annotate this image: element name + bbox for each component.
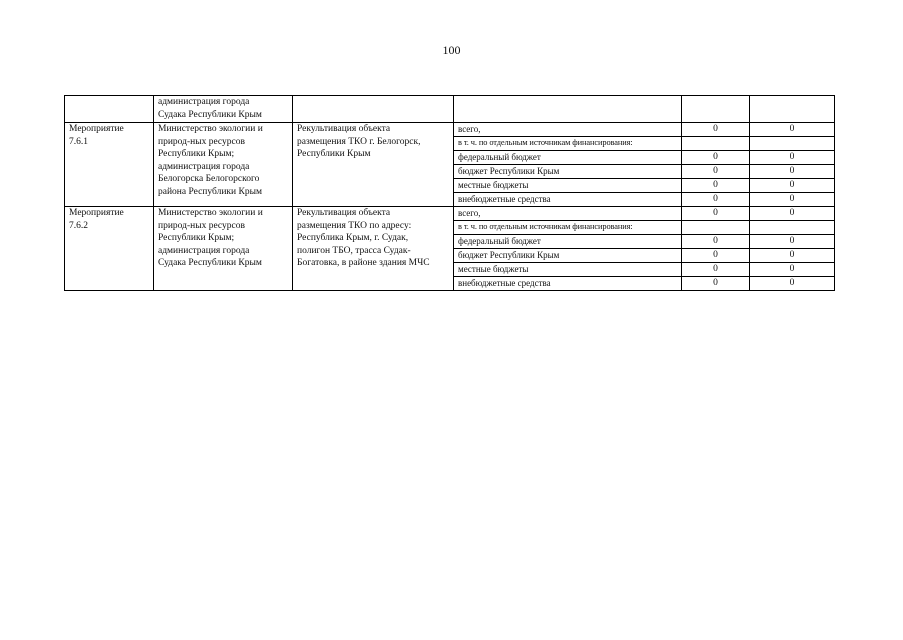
executor-cell: Министерство экологии и природ-ных ресурсов Республики Крым; администрация города Судака Республики Крым (154, 207, 293, 291)
continuation-row (65, 96, 835, 123)
source-label: бюджет Республики Крым (454, 249, 682, 263)
continuation-event-cell (65, 96, 154, 123)
value-cell: 0 (682, 151, 750, 165)
event-cell: Мероприятие 7.6.1 (65, 123, 154, 207)
value-cell: 0 (682, 123, 750, 137)
source-label: в т. ч. по отдельным источникам финансирования: (454, 221, 682, 235)
value-cell: 0 (682, 235, 750, 249)
value-cell: 0 (750, 207, 835, 221)
source-label: местные бюджеты (454, 263, 682, 277)
value-cell (682, 221, 750, 235)
source-label: всего, (454, 123, 682, 137)
value-cell (682, 137, 750, 151)
continuation-value2-cell (750, 96, 835, 123)
value-cell: 0 (750, 277, 835, 291)
source-label: федеральный бюджет (454, 151, 682, 165)
value-cell: 0 (682, 277, 750, 291)
value-cell: 0 (682, 249, 750, 263)
value-cell: 0 (750, 165, 835, 179)
value-cell: 0 (750, 151, 835, 165)
continuation-source-cell (454, 96, 682, 123)
value-cell: 0 (682, 207, 750, 221)
table-row (65, 207, 835, 221)
value-cell (750, 221, 835, 235)
description-cell: Рекультивация объекта размещения ТКО г. Белогорск, Республики Крым (293, 123, 454, 207)
value-cell: 0 (750, 249, 835, 263)
description-cell: Рекультивация объекта размещения ТКО по адресу: Республика Крым, г. Судак, полигон ТБО, трасса Судак- Богатовка, в районе здания МЧС (293, 207, 454, 291)
source-label: внебюджетные средства (454, 193, 682, 207)
page-number: 100 (442, 43, 461, 57)
continuation-description-cell (293, 96, 454, 123)
executor-cell: Министерство экологии и природ-ных ресурсов Республики Крым; администрация города Белогорска Белогорского района Республики Крым (154, 123, 293, 207)
source-label: местные бюджеты (454, 179, 682, 193)
value-cell: 0 (750, 123, 835, 137)
financing-table (64, 95, 835, 291)
event-cell: Мероприятие 7.6.2 (65, 207, 154, 291)
source-label: бюджет Республики Крым (454, 165, 682, 179)
value-cell: 0 (682, 263, 750, 277)
value-cell: 0 (750, 235, 835, 249)
source-label: внебюджетные средства (454, 277, 682, 291)
continuation-executor-cell: администрация города Судака Республики Крым (154, 96, 293, 123)
value-cell: 0 (682, 179, 750, 193)
source-label: федеральный бюджет (454, 235, 682, 249)
continuation-value1-cell (682, 96, 750, 123)
source-label: всего, (454, 207, 682, 221)
table-row (65, 123, 835, 137)
value-cell: 0 (750, 263, 835, 277)
value-cell: 0 (750, 193, 835, 207)
value-cell: 0 (750, 179, 835, 193)
source-label: в т. ч. по отдельным источникам финансирования: (454, 137, 682, 151)
value-cell (750, 137, 835, 151)
value-cell: 0 (682, 165, 750, 179)
value-cell: 0 (682, 193, 750, 207)
